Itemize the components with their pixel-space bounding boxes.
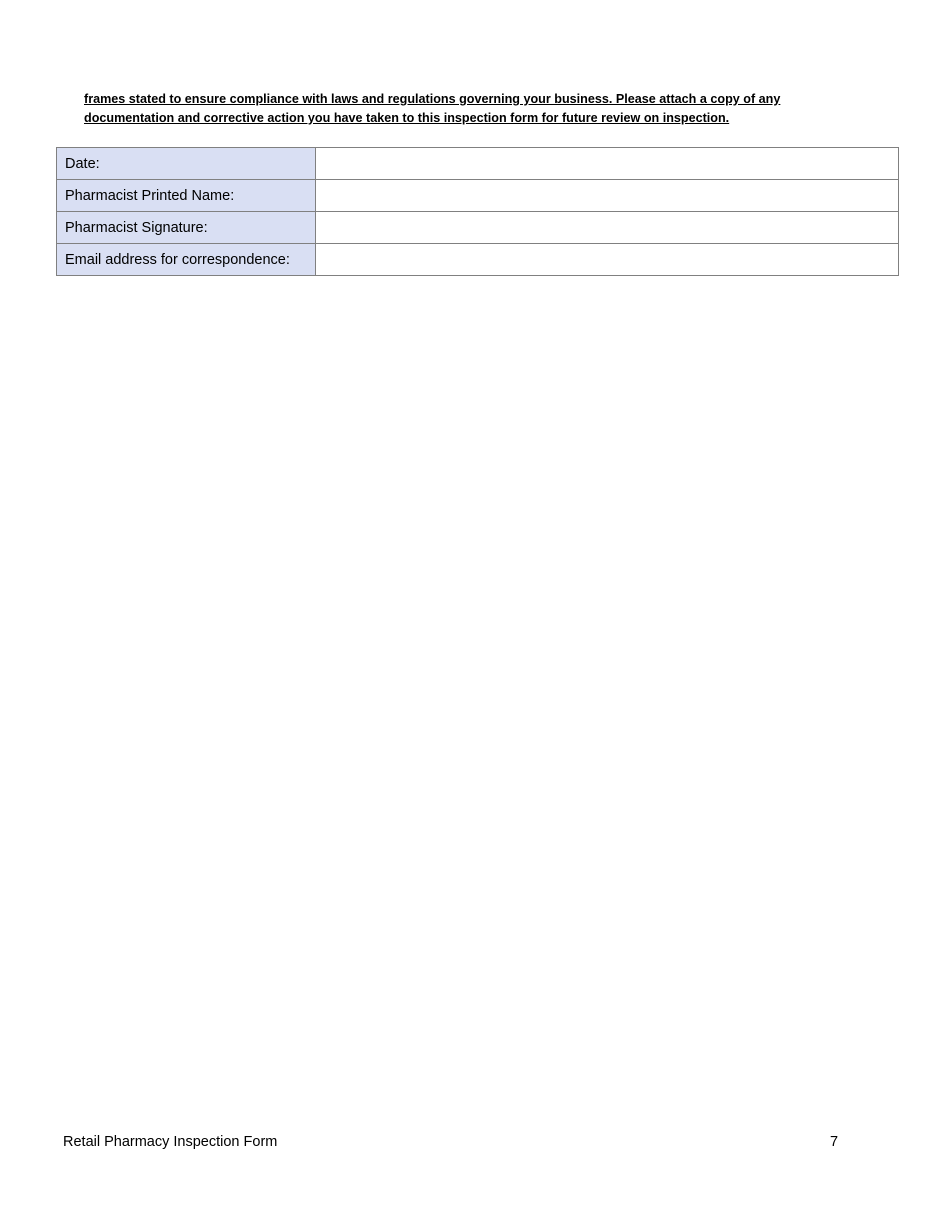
table-row-signature bbox=[57, 212, 899, 244]
date-field[interactable] bbox=[316, 148, 899, 180]
page-number: 7 bbox=[830, 1134, 839, 1150]
signature-field[interactable] bbox=[316, 212, 899, 244]
pharmacist-signature-table bbox=[56, 147, 899, 276]
table-row-printed-name bbox=[57, 180, 899, 212]
printed-name-label: Pharmacist Printed Name: bbox=[57, 180, 316, 212]
email-label: Email address for correspondence: bbox=[57, 244, 316, 276]
signature-label: Pharmacist Signature: bbox=[57, 212, 316, 244]
footer-title: Retail Pharmacy Inspection Form bbox=[63, 1134, 278, 1150]
email-field[interactable] bbox=[316, 244, 899, 276]
table-row-date bbox=[57, 148, 899, 180]
compliance-notice-line-2: documentation and corrective action you have taken to this inspection form for future review on inspection. bbox=[84, 111, 730, 125]
compliance-notice-line-1: frames stated to ensure compliance with laws and regulations governing your business. Please attach a copy of any bbox=[84, 92, 781, 106]
date-label: Date: bbox=[57, 148, 316, 180]
compliance-notice bbox=[84, 90, 864, 128]
printed-name-field[interactable] bbox=[316, 180, 899, 212]
table-row-email bbox=[57, 244, 899, 276]
